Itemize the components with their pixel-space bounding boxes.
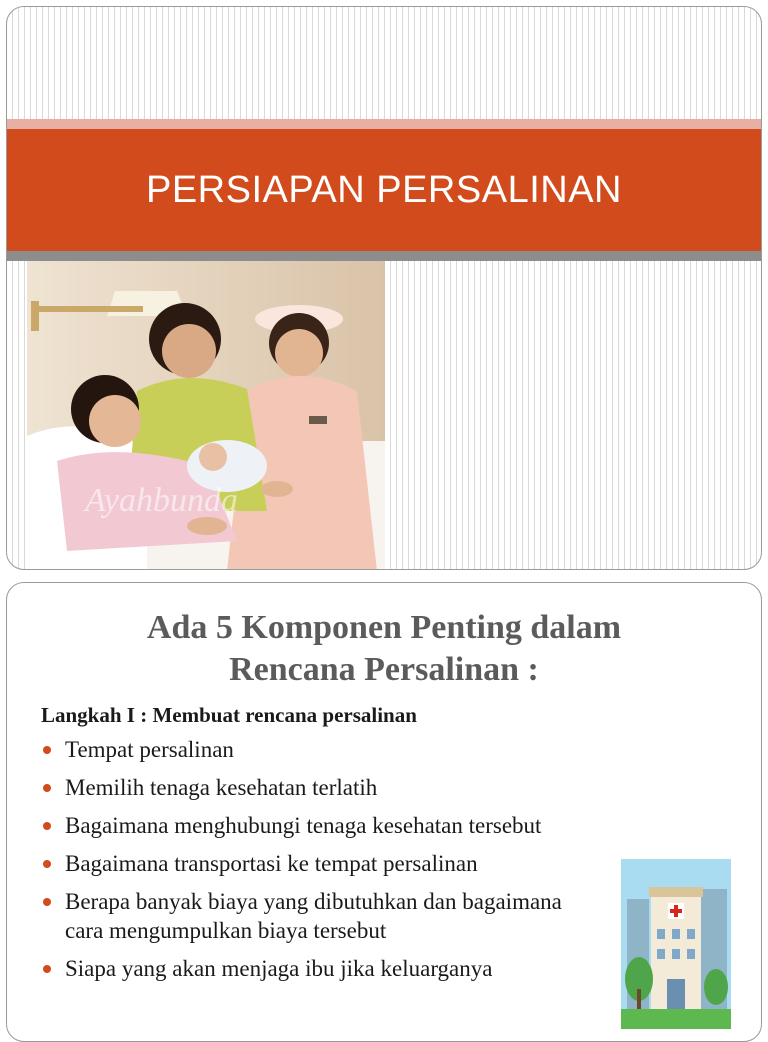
heading-line-1: Ada 5 Komponen Penting dalam <box>146 609 622 646</box>
bullet-icon <box>43 898 51 906</box>
hospital-icon <box>621 859 731 1029</box>
bullet-icon <box>43 860 51 868</box>
list-item <box>41 811 601 840</box>
title-bar <box>7 129 761 251</box>
slide-1 <box>6 6 762 570</box>
heading-line-2: Rencana Persalinan : <box>229 651 539 688</box>
bullet-icon <box>43 784 51 792</box>
step-label: Langkah I : Membuat rencana persalinan <box>41 703 417 727</box>
list-item <box>41 773 601 802</box>
bullet-icon <box>43 822 51 830</box>
list-item <box>41 849 601 878</box>
bullet-text: Siapa yang akan menjaga ibu jika keluarganya <box>65 956 493 981</box>
bullet-text: Memilih tenaga kesehatan terlatih <box>65 775 378 800</box>
photo-watermark: Ayahbunda <box>85 482 238 519</box>
title-band-bottom <box>7 251 761 261</box>
bullet-icon <box>43 746 51 754</box>
bullet-text: Bagaimana menghubungi tenaga kesehatan tersebut <box>65 813 542 838</box>
list-item <box>41 887 601 945</box>
bullet-list <box>41 735 601 992</box>
slide-heading <box>7 607 761 691</box>
slide-title: PERSIAPAN PERSALINAN <box>145 169 622 211</box>
bullet-text: Berapa banyak biaya yang dibutuhkan dan bagaimana cara mengumpulkan biaya tersebut <box>65 889 562 943</box>
slide-2 <box>6 582 762 1042</box>
bullet-icon <box>43 965 51 973</box>
bullet-text: Tempat persalinan <box>65 737 234 762</box>
list-item <box>41 954 601 983</box>
bullet-text: Bagaimana transportasi ke tempat persalinan <box>65 851 478 876</box>
list-item <box>41 735 601 764</box>
title-band-top <box>7 119 761 129</box>
family-with-nurse-photo <box>27 261 385 570</box>
